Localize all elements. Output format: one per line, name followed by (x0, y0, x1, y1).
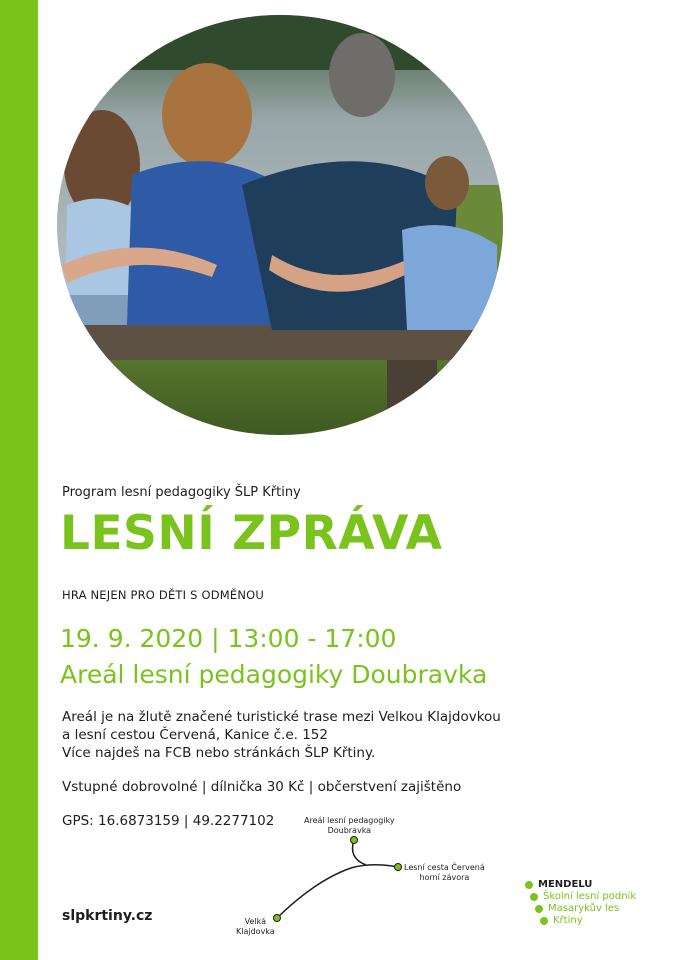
map-label-line: Velká (244, 917, 267, 926)
route-map (226, 810, 486, 945)
map-point-doubravka (351, 837, 358, 844)
logo-dot (535, 905, 543, 913)
green-side-bar (0, 0, 38, 960)
program-line: Program lesní pedagogiky ŠLP Křtiny (62, 485, 301, 500)
map-label-doubravka (304, 816, 395, 836)
map-label-klajdovka (236, 917, 275, 937)
venue-description (62, 708, 501, 762)
gps-coordinates: GPS: 16.6873159 | 49.2277102 (62, 813, 275, 829)
logo-dot (525, 881, 533, 889)
map-point-cervena (395, 864, 402, 871)
event-datetime: 19. 9. 2020 | 13:00 - 17:00 (60, 624, 397, 653)
description-line: a lesní cestou Červená, Kanice č.e. 152 (62, 727, 328, 743)
map-label-line: Doubravka (327, 826, 372, 835)
family-photo (57, 15, 503, 435)
logo-line: Křtiny (553, 915, 583, 926)
description-line: Areál je na žlutě značené turistické trase mezi Velkou Klajdovkou (62, 709, 501, 725)
description-line: Více najdeš na FCB nebo stránkách ŠLP Křtiny. (62, 745, 376, 761)
map-label-line: Klajdovka (236, 927, 275, 936)
map-label-line: Lesní cesta Červená (404, 863, 485, 872)
logo-dot (530, 893, 538, 901)
event-title: LESNÍ ZPRÁVA (60, 506, 443, 561)
map-label-line: horní závora (419, 873, 470, 882)
logo-line: MENDELU (538, 879, 593, 890)
event-venue: Areál lesní pedagogiky Doubravka (60, 660, 488, 689)
mendelu-logo (525, 878, 675, 938)
event-subtitle: HRA NEJEN PRO DĚTI S ODMĚNOU (62, 588, 265, 602)
website-url[interactable]: slpkrtiny.cz (62, 908, 153, 924)
map-label-cervena (404, 863, 485, 883)
map-label-line: Areál lesní pedagogiky (304, 816, 395, 825)
logo-line: Masarykův les (548, 903, 620, 914)
logo-line: Školní lesní podnik (543, 891, 637, 902)
admission-info: Vstupné dobrovolné | dílnička 30 Kč | občerstvení zajištěno (62, 779, 462, 795)
logo-dot (540, 917, 548, 925)
